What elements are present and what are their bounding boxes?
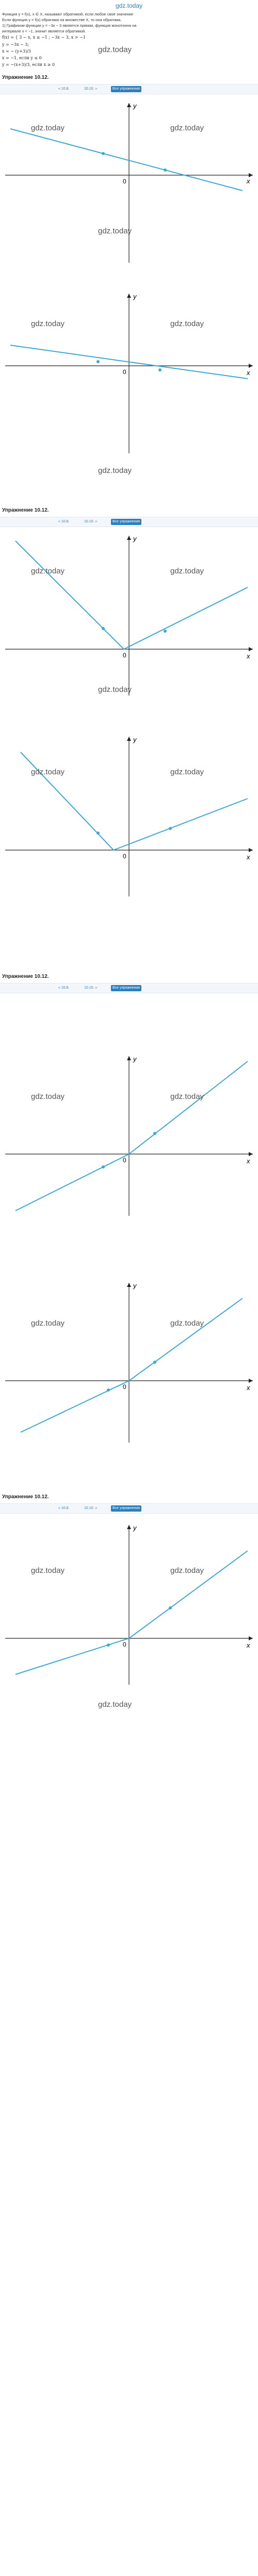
watermark: gdz.today xyxy=(170,768,204,776)
svg-text:0: 0 xyxy=(123,1383,126,1391)
next-button[interactable]: 10.10. » xyxy=(84,986,98,990)
svg-text:y: y xyxy=(133,535,137,543)
watermark: gdz.today xyxy=(31,1566,65,1575)
svg-text:x: x xyxy=(247,369,250,377)
svg-text:x: x xyxy=(247,853,250,861)
watermark: gdz.today xyxy=(31,124,65,132)
prev-button[interactable]: « 10.8. xyxy=(58,87,70,91)
watermark: gdz.today xyxy=(31,768,65,776)
prev-button[interactable]: « 10.8. xyxy=(58,1506,70,1510)
graph-3 xyxy=(0,531,258,701)
nav-bar xyxy=(0,84,258,94)
exercise-header: Упражнение 10.12. xyxy=(2,75,49,80)
svg-text:0: 0 xyxy=(123,652,126,659)
svg-text:x: x xyxy=(247,1384,250,1392)
all-exercises-button[interactable]: Все упражнения xyxy=(111,1505,141,1512)
watermark: gdz.today xyxy=(98,1700,132,1709)
watermark: gdz.today xyxy=(98,45,132,54)
nav-bar xyxy=(0,1503,258,1514)
all-exercises-button[interactable]: Все упражнения xyxy=(111,86,141,92)
site-title[interactable]: gdz.today xyxy=(115,2,143,9)
math-line: x = − (y+3)/3 xyxy=(2,49,31,54)
watermark: gdz.today xyxy=(170,1092,204,1101)
graph-2 xyxy=(0,289,258,459)
math-line: y = −3x − 3; xyxy=(2,42,29,47)
exercise-header: Упражнение 10.12. xyxy=(2,1494,49,1500)
exercise-header: Упражнение 10.12. xyxy=(2,974,49,979)
watermark: gdz.today xyxy=(170,1319,204,1328)
svg-text:0: 0 xyxy=(123,1157,126,1164)
svg-text:y: y xyxy=(133,1055,137,1063)
watermark: gdz.today xyxy=(31,567,65,575)
watermark: gdz.today xyxy=(170,567,204,575)
svg-text:x: x xyxy=(247,1157,250,1165)
watermark: gdz.today xyxy=(31,1319,65,1328)
graph-7 xyxy=(0,1520,258,1690)
y-label: y xyxy=(133,102,137,110)
svg-text:x: x xyxy=(247,1641,250,1649)
svg-text:y: y xyxy=(133,293,137,300)
text-line: 1) Графиком функции y = −3x − 3 является прямая, функция монотонна на xyxy=(2,23,137,28)
next-button[interactable]: 10.10. » xyxy=(84,520,98,523)
math-line: x = −1, если y ≤ 0 xyxy=(2,56,42,60)
svg-text:y: y xyxy=(133,736,137,743)
watermark: gdz.today xyxy=(170,319,204,328)
watermark: gdz.today xyxy=(31,1092,65,1101)
svg-text:0: 0 xyxy=(123,368,126,376)
nav-bar xyxy=(0,517,258,527)
text-line: Функция y = f(x), x ∈ X, называют обратимой, если любое своё значение xyxy=(2,12,134,16)
watermark: gdz.today xyxy=(98,227,132,235)
prev-button[interactable]: « 10.8. xyxy=(58,520,70,523)
watermark: gdz.today xyxy=(31,319,65,328)
math-line: f(x) = { 3 − x, x ≤ −1 ; −3x − 3, x > −1 xyxy=(2,35,86,40)
svg-text:0: 0 xyxy=(123,853,126,860)
svg-text:x: x xyxy=(247,652,250,660)
math-line: y = −(x+3)/3, если x ≥ 0 xyxy=(2,62,55,67)
graph-6 xyxy=(0,1278,258,1448)
text-line: Если функция y = f(x) обратима на множестве X, то она обратима. xyxy=(2,18,122,22)
origin-label: 0 xyxy=(123,178,126,185)
next-button[interactable]: 10.10. » xyxy=(84,87,98,91)
svg-text:y: y xyxy=(133,1282,137,1290)
text-line: интервале x < −1, значит является обратимой. xyxy=(2,29,86,33)
nav-bar xyxy=(0,983,258,993)
svg-text:0: 0 xyxy=(123,1641,126,1648)
watermark: gdz.today xyxy=(98,685,132,694)
next-button[interactable]: 10.10. » xyxy=(84,1506,98,1510)
exercise-header: Упражнение 10.12. xyxy=(2,507,49,513)
graph-5 xyxy=(0,1051,258,1221)
watermark: gdz.today xyxy=(98,466,132,475)
x-label: x xyxy=(247,177,250,185)
svg-text:y: y xyxy=(133,1524,137,1532)
prev-button[interactable]: « 10.8. xyxy=(58,986,70,990)
all-exercises-button[interactable]: Все упражнения xyxy=(111,985,141,991)
graph-4 xyxy=(0,732,258,902)
watermark: gdz.today xyxy=(170,124,204,132)
all-exercises-button[interactable]: Все упражнения xyxy=(111,519,141,525)
watermark: gdz.today xyxy=(170,1566,204,1575)
